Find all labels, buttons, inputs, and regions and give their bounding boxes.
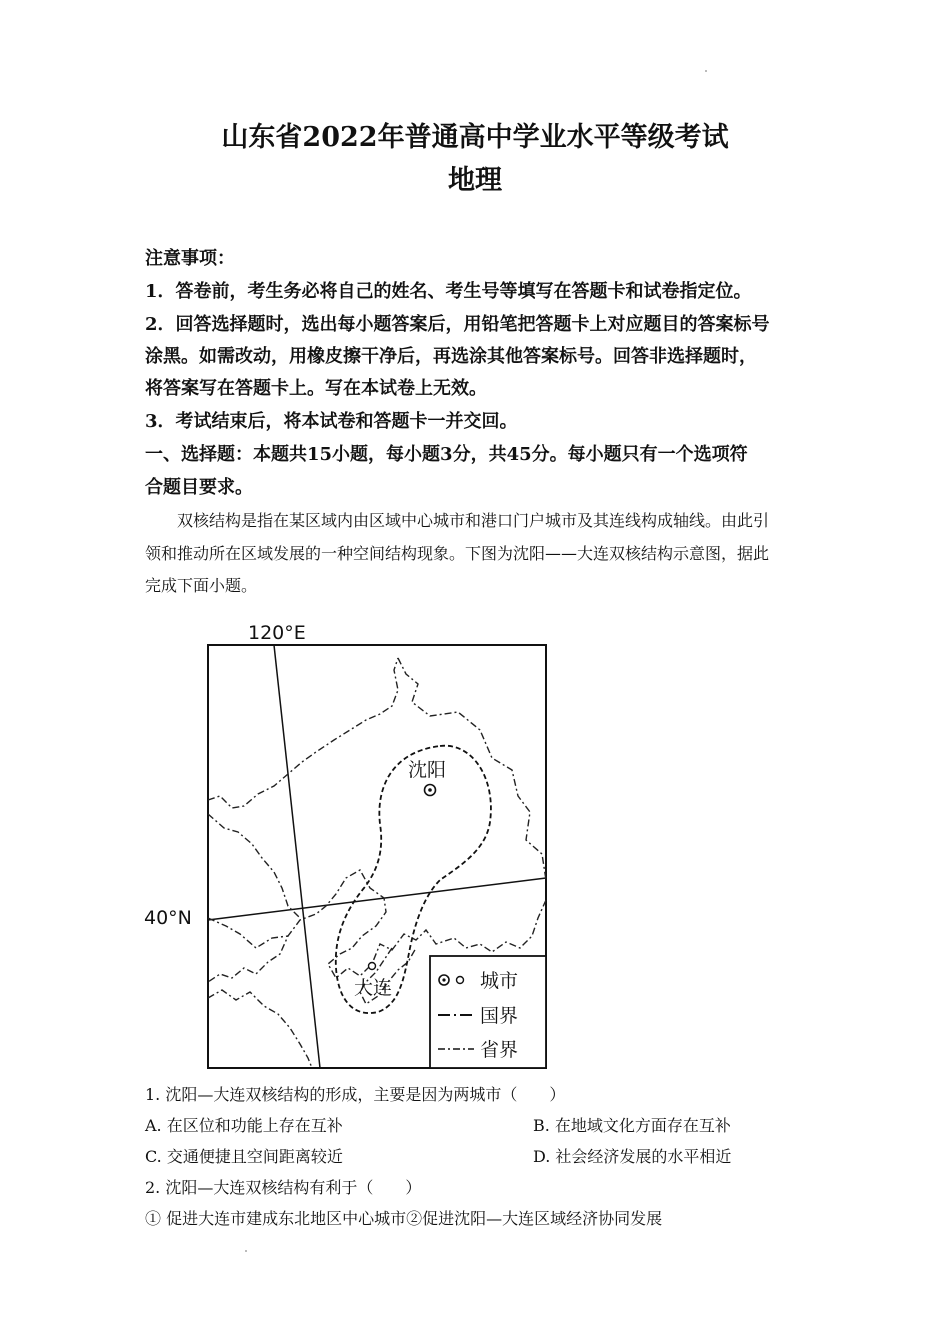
longitude-label: 120°E <box>248 622 306 644</box>
question-1-stem: 1. 沈阳—大连双核结构的形成，主要是因为两城市（ ） <box>145 1085 566 1104</box>
intro-line-2: 领和推动所在区域发展的一种空间结构现象。下图为沈阳——大连双核结构示意图，据此 <box>145 544 770 563</box>
latitude-label: 40°N <box>144 907 192 929</box>
corner-mark <box>705 70 707 72</box>
intro-line-1: 双核结构是指在某区域内由区域中心城市和港口门户城市及其连线构成轴线。由此引 <box>177 511 770 530</box>
question-2-statements: ① 促进大连市建成东北地区中心城市②促进沈阳—大连区域经济协同发展 <box>145 1209 663 1228</box>
legend-national-border-label: 国界 <box>480 1005 519 1027</box>
question-2-stem: 2. 沈阳—大连双核结构有利于（ ） <box>145 1178 422 1197</box>
section-heading-line-2: 合题目要求。 <box>145 477 253 498</box>
question-1-option-a[interactable]: A. 在区位和功能上存在互补 <box>145 1116 343 1135</box>
question-1-option-d[interactable]: D. 社会经济发展的水平相近 <box>533 1147 732 1166</box>
question-1-option-c[interactable]: C. 交通便捷且空间距离较近 <box>145 1147 343 1166</box>
section-heading-line-1: 一、选择题：本题共15小题，每小题3分，共45分。每小题只有一个选项符 <box>145 444 748 465</box>
city-dalian-marker <box>369 963 376 970</box>
city-shenyang-label: 沈阳 <box>408 759 447 781</box>
notice-heading: 注意事项： <box>145 248 235 269</box>
notice-item-1: 1．答卷前，考生务必将自己的姓名、考生号等填写在答题卡和试卷指定位。 <box>145 281 752 302</box>
notice-item-2-line-2: 涂黑。如需改动，用橡皮擦干净后，再选涂其他答案标号。回答非选择题时， <box>145 346 757 367</box>
footer-mark <box>245 1250 247 1252</box>
legend-city-label: 城市 <box>480 970 519 992</box>
intro-line-3: 完成下面小题。 <box>145 576 258 595</box>
city-dalian-label: 大连 <box>354 977 393 999</box>
notice-item-2-line-3: 将答案写在答题卡上。写在本试卷上无效。 <box>145 378 487 399</box>
notice-item-2-line-1: 2．回答选择题时，选出每小题答案后，用铅笔把答题卡上对应题目的答案标号 <box>145 314 770 335</box>
subject-title: 地理 <box>448 165 502 196</box>
legend-provincial-border-label: 省界 <box>480 1039 519 1061</box>
exam-title: 山东省2022年普通高中学业水平等级考试 <box>221 122 729 153</box>
shenyang-dalian-map <box>140 618 560 1078</box>
question-1-option-b[interactable]: B. 在地域文化方面存在互补 <box>533 1116 731 1135</box>
notice-item-3: 3．考试结束后，将本试卷和答题卡一并交回。 <box>145 411 518 432</box>
